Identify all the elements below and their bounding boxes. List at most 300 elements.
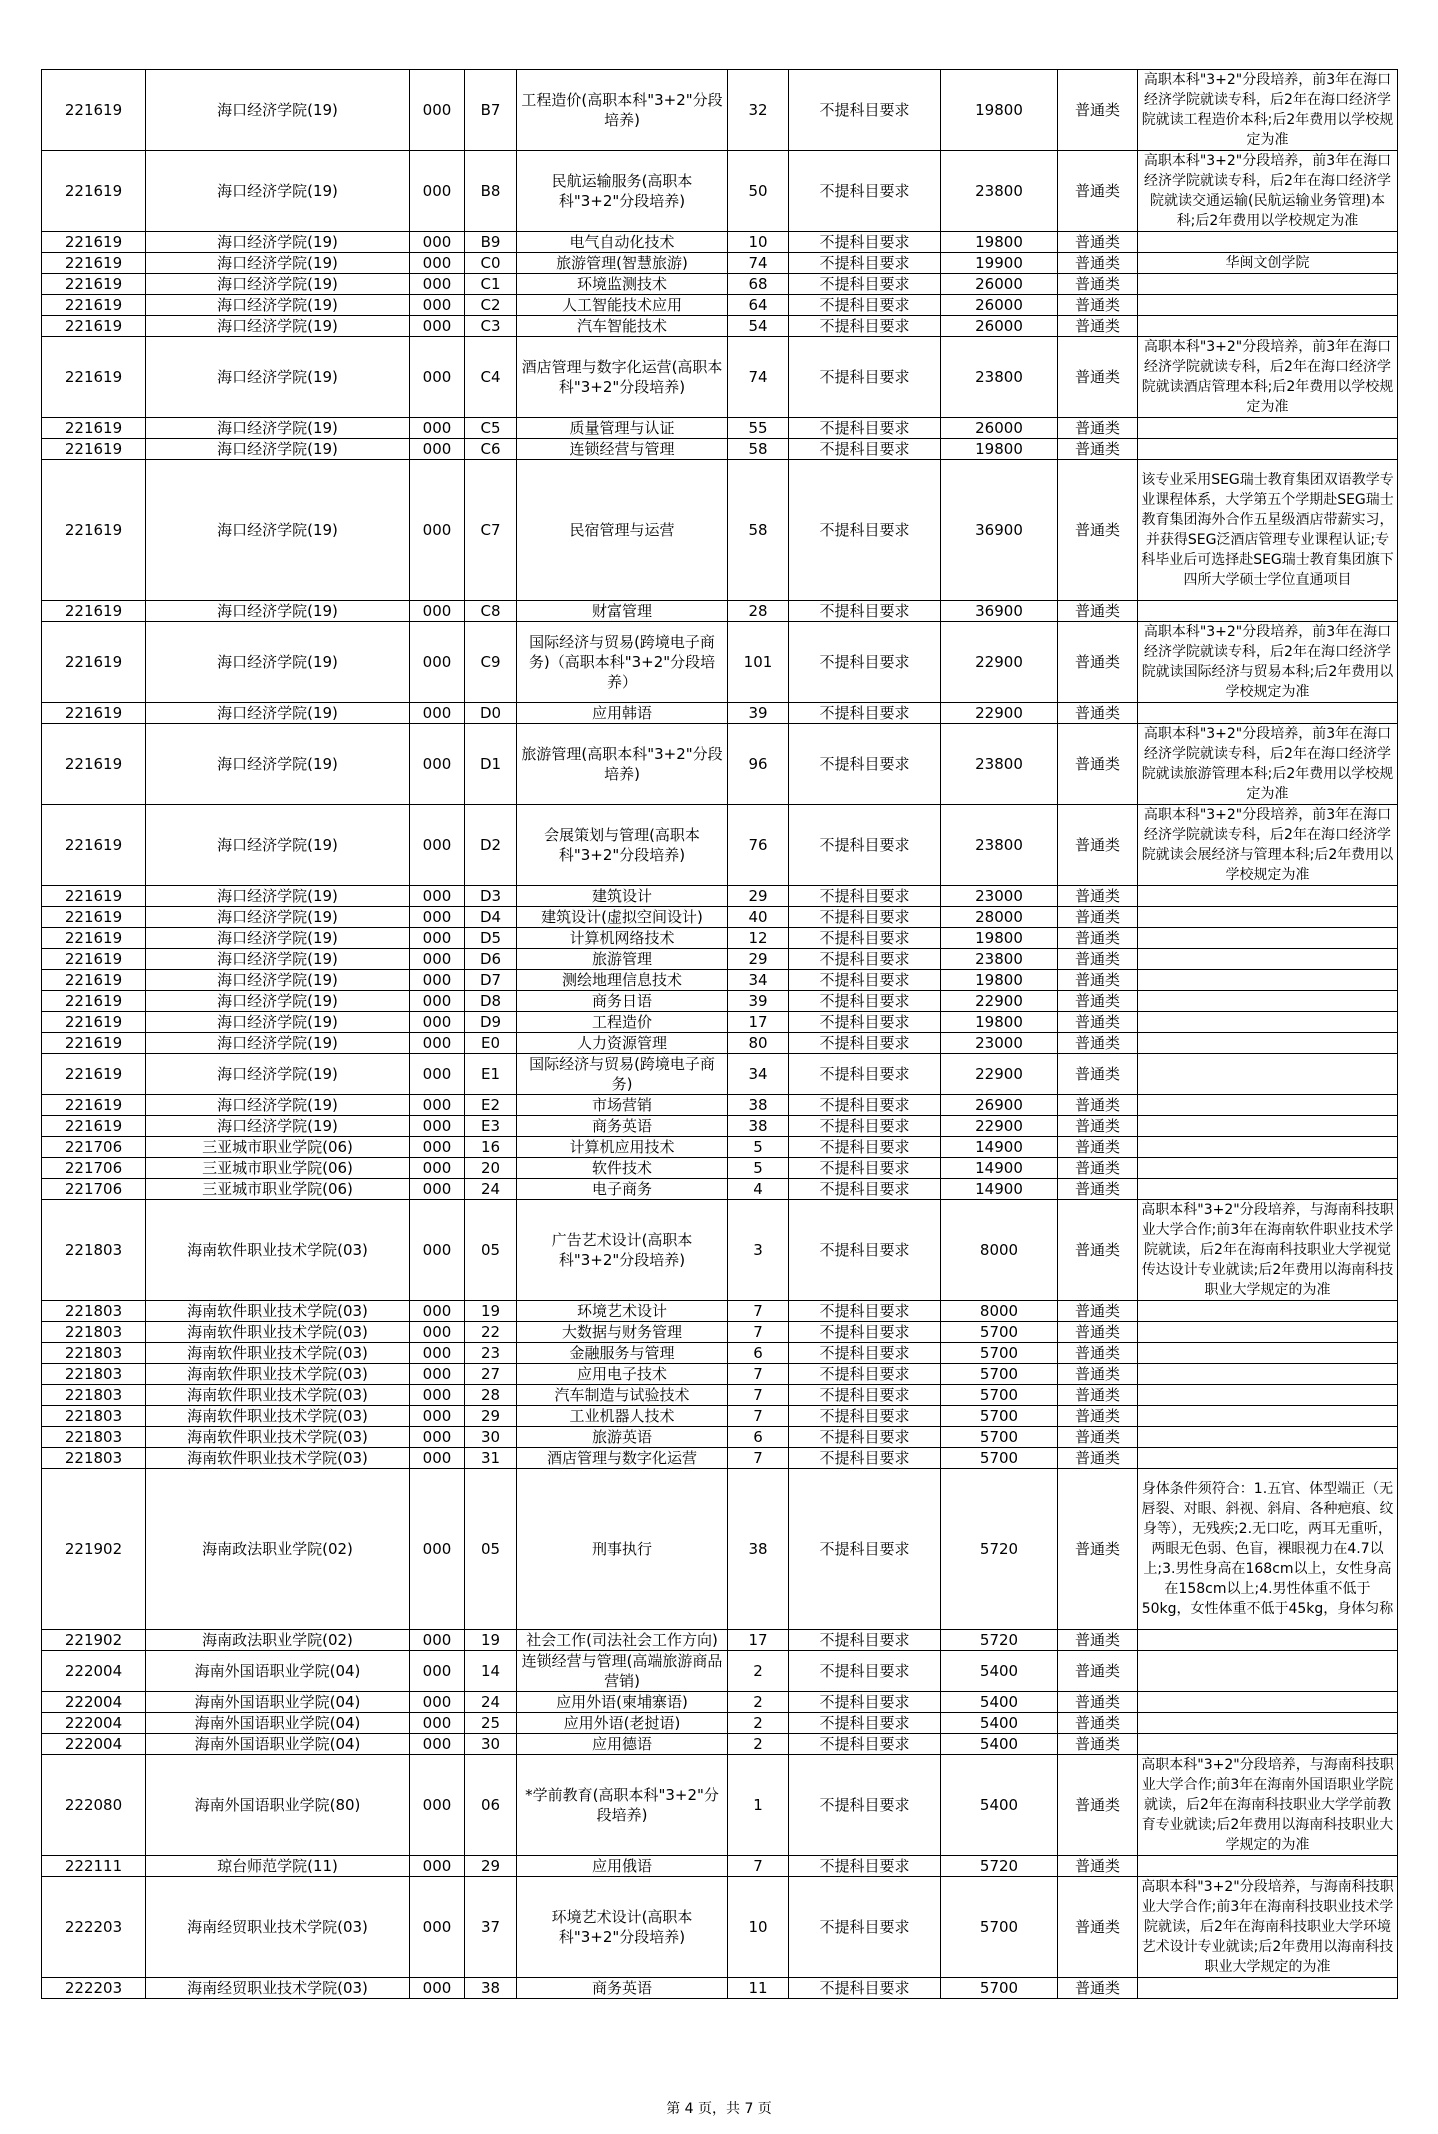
subject-requirement-cell: 不提科目要求 — [789, 1856, 941, 1877]
group-code-cell: 000 — [410, 1755, 465, 1856]
school-code-cell: 221619 — [42, 295, 146, 316]
table-row — [42, 1322, 1398, 1343]
table-row — [42, 1343, 1398, 1364]
category-cell: 普通类 — [1058, 1427, 1138, 1448]
subject-requirement-cell: 不提科目要求 — [789, 1200, 941, 1301]
subject-requirement-cell: 不提科目要求 — [789, 1322, 941, 1343]
subject-requirement-cell: 不提科目要求 — [789, 1734, 941, 1755]
subject-requirement-cell: 不提科目要求 — [789, 1095, 941, 1116]
note-cell — [1138, 1692, 1398, 1713]
tuition-cell: 36900 — [941, 601, 1058, 622]
major-name-cell: 应用德语 — [517, 1734, 728, 1755]
category-cell: 普通类 — [1058, 1734, 1138, 1755]
table-row — [42, 295, 1398, 316]
tuition-cell: 22900 — [941, 622, 1058, 703]
plan-count-cell: 38 — [728, 1116, 789, 1137]
subject-requirement-cell: 不提科目要求 — [789, 1713, 941, 1734]
note-cell: 该专业采用SEG瑞士教育集团双语教学专业课程体系，大学第五个学期赴SEG瑞士教育集团海外合作五星级酒店带薪实习，并获得SEG泛酒店管理专业课程认证;专科毕业后可选择赴SEG瑞士教育集团旗下四所大学硕士学位直通项目 — [1138, 460, 1398, 601]
group-code-cell: 000 — [410, 295, 465, 316]
plan-count-cell: 74 — [728, 337, 789, 418]
school-code-cell: 221619 — [42, 1095, 146, 1116]
note-cell: 高职本科"3+2"分段培养，前3年在海口经济学院就读专科，后2年在海口经济学院就读国际经济与贸易本科;后2年费用以学校规定为准 — [1138, 622, 1398, 703]
major-name-cell: 商务英语 — [517, 1978, 728, 1999]
table-row — [42, 253, 1398, 274]
category-cell: 普通类 — [1058, 1469, 1138, 1630]
tuition-cell: 14900 — [941, 1137, 1058, 1158]
school-code-cell: 221706 — [42, 1179, 146, 1200]
tuition-cell: 19900 — [941, 253, 1058, 274]
major-name-cell: 国际经济与贸易(跨境电子商务) — [517, 1054, 728, 1095]
school-code-cell: 221706 — [42, 1137, 146, 1158]
major-name-cell: 民航运输服务(高职本科"3+2"分段培养) — [517, 151, 728, 232]
major-code-cell: 28 — [465, 1385, 517, 1406]
plan-count-cell: 4 — [728, 1179, 789, 1200]
category-cell: 普通类 — [1058, 295, 1138, 316]
subject-requirement-cell: 不提科目要求 — [789, 907, 941, 928]
table-row — [42, 970, 1398, 991]
major-code-cell: 31 — [465, 1448, 517, 1469]
group-code-cell: 000 — [410, 1033, 465, 1054]
subject-requirement-cell: 不提科目要求 — [789, 1978, 941, 1999]
group-code-cell: 000 — [410, 724, 465, 805]
major-name-cell: 建筑设计 — [517, 886, 728, 907]
note-cell — [1138, 1651, 1398, 1692]
school-name-cell: 海口经济学院(19) — [146, 274, 410, 295]
plan-count-cell: 2 — [728, 1734, 789, 1755]
note-cell — [1138, 418, 1398, 439]
category-cell: 普通类 — [1058, 439, 1138, 460]
school-code-cell: 221803 — [42, 1301, 146, 1322]
note-cell — [1138, 970, 1398, 991]
major-code-cell: 19 — [465, 1630, 517, 1651]
plan-count-cell: 5 — [728, 1158, 789, 1179]
major-name-cell: 电气自动化技术 — [517, 232, 728, 253]
category-cell: 普通类 — [1058, 232, 1138, 253]
major-code-cell: D3 — [465, 886, 517, 907]
note-cell: 华闽文创学院 — [1138, 253, 1398, 274]
school-code-cell: 221619 — [42, 1054, 146, 1095]
major-code-cell: D0 — [465, 703, 517, 724]
major-name-cell: 环境艺术设计 — [517, 1301, 728, 1322]
school-name-cell: 琼台师范学院(11) — [146, 1856, 410, 1877]
note-cell — [1138, 601, 1398, 622]
group-code-cell: 000 — [410, 622, 465, 703]
subject-requirement-cell: 不提科目要求 — [789, 70, 941, 151]
subject-requirement-cell: 不提科目要求 — [789, 1630, 941, 1651]
plan-count-cell: 76 — [728, 805, 789, 886]
table-row — [42, 1179, 1398, 1200]
plan-count-cell: 7 — [728, 1364, 789, 1385]
category-cell: 普通类 — [1058, 1158, 1138, 1179]
plan-count-cell: 12 — [728, 928, 789, 949]
major-code-cell: C3 — [465, 316, 517, 337]
category-cell: 普通类 — [1058, 724, 1138, 805]
school-code-cell: 221706 — [42, 1158, 146, 1179]
subject-requirement-cell: 不提科目要求 — [789, 949, 941, 970]
tuition-cell: 19800 — [941, 232, 1058, 253]
major-code-cell: D4 — [465, 907, 517, 928]
school-code-cell: 221619 — [42, 622, 146, 703]
group-code-cell: 000 — [410, 1095, 465, 1116]
subject-requirement-cell: 不提科目要求 — [789, 1877, 941, 1978]
school-name-cell: 海口经济学院(19) — [146, 295, 410, 316]
school-name-cell: 海口经济学院(19) — [146, 703, 410, 724]
table-row — [42, 1630, 1398, 1651]
school-name-cell: 海口经济学院(19) — [146, 601, 410, 622]
school-name-cell: 海口经济学院(19) — [146, 1095, 410, 1116]
major-name-cell: 汽车制造与试验技术 — [517, 1385, 728, 1406]
school-code-cell: 221619 — [42, 991, 146, 1012]
plan-count-cell: 96 — [728, 724, 789, 805]
category-cell: 普通类 — [1058, 1651, 1138, 1692]
plan-count-cell: 1 — [728, 1755, 789, 1856]
group-code-cell: 000 — [410, 253, 465, 274]
school-code-cell: 221619 — [42, 928, 146, 949]
major-name-cell: 建筑设计(虚拟空间设计) — [517, 907, 728, 928]
note-cell — [1138, 1158, 1398, 1179]
school-name-cell: 海南软件职业技术学院(03) — [146, 1427, 410, 1448]
subject-requirement-cell: 不提科目要求 — [789, 805, 941, 886]
group-code-cell: 000 — [410, 1158, 465, 1179]
major-name-cell: 计算机应用技术 — [517, 1137, 728, 1158]
subject-requirement-cell: 不提科目要求 — [789, 1364, 941, 1385]
plan-count-cell: 32 — [728, 70, 789, 151]
category-cell: 普通类 — [1058, 418, 1138, 439]
note-cell — [1138, 274, 1398, 295]
group-code-cell: 000 — [410, 1651, 465, 1692]
major-name-cell: 旅游管理(高职本科"3+2"分段培养) — [517, 724, 728, 805]
school-name-cell: 海南外国语职业学院(04) — [146, 1692, 410, 1713]
school-code-cell: 221619 — [42, 601, 146, 622]
school-name-cell: 海口经济学院(19) — [146, 316, 410, 337]
school-name-cell: 海口经济学院(19) — [146, 460, 410, 601]
table-row — [42, 1755, 1398, 1856]
major-name-cell: 应用外语(柬埔寨语) — [517, 1692, 728, 1713]
school-name-cell: 海口经济学院(19) — [146, 1116, 410, 1137]
category-cell: 普通类 — [1058, 622, 1138, 703]
tuition-cell: 26000 — [941, 274, 1058, 295]
tuition-cell: 5720 — [941, 1630, 1058, 1651]
category-cell: 普通类 — [1058, 337, 1138, 418]
school-code-cell: 221619 — [42, 805, 146, 886]
school-code-cell: 221619 — [42, 1033, 146, 1054]
note-cell — [1138, 907, 1398, 928]
major-code-cell: C4 — [465, 337, 517, 418]
tuition-cell: 19800 — [941, 970, 1058, 991]
major-code-cell: 24 — [465, 1179, 517, 1200]
school-code-cell: 221619 — [42, 418, 146, 439]
school-name-cell: 海口经济学院(19) — [146, 1054, 410, 1095]
school-name-cell: 海口经济学院(19) — [146, 232, 410, 253]
school-name-cell: 海南软件职业技术学院(03) — [146, 1343, 410, 1364]
plan-count-cell: 10 — [728, 232, 789, 253]
school-code-cell: 221619 — [42, 316, 146, 337]
category-cell: 普通类 — [1058, 970, 1138, 991]
major-name-cell: 人力资源管理 — [517, 1033, 728, 1054]
table-row — [42, 1734, 1398, 1755]
major-name-cell: 应用电子技术 — [517, 1364, 728, 1385]
school-name-cell: 海口经济学院(19) — [146, 337, 410, 418]
tuition-cell: 5400 — [941, 1651, 1058, 1692]
school-code-cell: 221803 — [42, 1427, 146, 1448]
school-name-cell: 海口经济学院(19) — [146, 253, 410, 274]
category-cell: 普通类 — [1058, 991, 1138, 1012]
major-code-cell: D7 — [465, 970, 517, 991]
major-name-cell: 旅游管理 — [517, 949, 728, 970]
plan-count-cell: 58 — [728, 460, 789, 601]
table-row — [42, 991, 1398, 1012]
tuition-cell: 5700 — [941, 1364, 1058, 1385]
major-code-cell: B8 — [465, 151, 517, 232]
category-cell: 普通类 — [1058, 949, 1138, 970]
note-cell — [1138, 886, 1398, 907]
category-cell: 普通类 — [1058, 1054, 1138, 1095]
school-name-cell: 海口经济学院(19) — [146, 439, 410, 460]
category-cell: 普通类 — [1058, 1448, 1138, 1469]
school-code-cell: 221803 — [42, 1385, 146, 1406]
note-cell — [1138, 1427, 1398, 1448]
school-code-cell: 222004 — [42, 1734, 146, 1755]
major-code-cell: 06 — [465, 1755, 517, 1856]
tuition-cell: 19800 — [941, 1012, 1058, 1033]
subject-requirement-cell: 不提科目要求 — [789, 1469, 941, 1630]
tuition-cell: 14900 — [941, 1158, 1058, 1179]
note-cell — [1138, 1856, 1398, 1877]
plan-count-cell: 40 — [728, 907, 789, 928]
plan-count-cell: 28 — [728, 601, 789, 622]
table-row — [42, 1978, 1398, 1999]
table-row — [42, 1469, 1398, 1630]
category-cell: 普通类 — [1058, 928, 1138, 949]
group-code-cell: 000 — [410, 1406, 465, 1427]
major-name-cell: 工程造价(高职本科"3+2"分段培养) — [517, 70, 728, 151]
major-code-cell: D9 — [465, 1012, 517, 1033]
group-code-cell: 000 — [410, 1179, 465, 1200]
tuition-cell: 5400 — [941, 1713, 1058, 1734]
note-cell — [1138, 928, 1398, 949]
category-cell: 普通类 — [1058, 1877, 1138, 1978]
major-name-cell: 旅游英语 — [517, 1427, 728, 1448]
category-cell: 普通类 — [1058, 601, 1138, 622]
subject-requirement-cell: 不提科目要求 — [789, 232, 941, 253]
school-code-cell: 222004 — [42, 1713, 146, 1734]
group-code-cell: 000 — [410, 1713, 465, 1734]
category-cell: 普通类 — [1058, 703, 1138, 724]
school-code-cell: 222004 — [42, 1692, 146, 1713]
major-name-cell: 酒店管理与数字化运营(高职本科"3+2"分段培养) — [517, 337, 728, 418]
tuition-cell: 8000 — [941, 1301, 1058, 1322]
plan-count-cell: 29 — [728, 949, 789, 970]
table-row — [42, 886, 1398, 907]
table-row — [42, 1158, 1398, 1179]
school-code-cell: 222080 — [42, 1755, 146, 1856]
group-code-cell: 000 — [410, 1630, 465, 1651]
group-code-cell: 000 — [410, 337, 465, 418]
subject-requirement-cell: 不提科目要求 — [789, 295, 941, 316]
table-row — [42, 805, 1398, 886]
major-name-cell: 旅游管理(智慧旅游) — [517, 253, 728, 274]
group-code-cell: 000 — [410, 991, 465, 1012]
table-row — [42, 151, 1398, 232]
plan-count-cell: 10 — [728, 1877, 789, 1978]
group-code-cell: 000 — [410, 1734, 465, 1755]
category-cell: 普通类 — [1058, 1385, 1138, 1406]
subject-requirement-cell: 不提科目要求 — [789, 601, 941, 622]
school-name-cell: 海口经济学院(19) — [146, 886, 410, 907]
school-code-cell: 222004 — [42, 1651, 146, 1692]
plan-count-cell: 6 — [728, 1343, 789, 1364]
major-code-cell: 38 — [465, 1978, 517, 1999]
plan-count-cell: 2 — [728, 1651, 789, 1692]
school-code-cell: 222111 — [42, 1856, 146, 1877]
school-name-cell: 海南软件职业技术学院(03) — [146, 1322, 410, 1343]
table-row — [42, 460, 1398, 601]
note-cell — [1138, 1406, 1398, 1427]
school-code-cell: 221803 — [42, 1448, 146, 1469]
school-code-cell: 221619 — [42, 70, 146, 151]
subject-requirement-cell: 不提科目要求 — [789, 1179, 941, 1200]
major-name-cell: 商务英语 — [517, 1116, 728, 1137]
note-cell — [1138, 1054, 1398, 1095]
major-code-cell: D8 — [465, 991, 517, 1012]
group-code-cell: 000 — [410, 460, 465, 601]
subject-requirement-cell: 不提科目要求 — [789, 1385, 941, 1406]
tuition-cell: 23800 — [941, 805, 1058, 886]
subject-requirement-cell: 不提科目要求 — [789, 439, 941, 460]
note-cell — [1138, 1630, 1398, 1651]
plan-count-cell: 38 — [728, 1095, 789, 1116]
subject-requirement-cell: 不提科目要求 — [789, 1692, 941, 1713]
plan-count-cell: 2 — [728, 1713, 789, 1734]
group-code-cell: 000 — [410, 1978, 465, 1999]
major-code-cell: B9 — [465, 232, 517, 253]
subject-requirement-cell: 不提科目要求 — [789, 460, 941, 601]
school-name-cell: 海口经济学院(19) — [146, 907, 410, 928]
category-cell: 普通类 — [1058, 274, 1138, 295]
note-cell — [1138, 1012, 1398, 1033]
subject-requirement-cell: 不提科目要求 — [789, 1137, 941, 1158]
table-row — [42, 439, 1398, 460]
plan-count-cell: 34 — [728, 970, 789, 991]
subject-requirement-cell: 不提科目要求 — [789, 886, 941, 907]
tuition-cell: 26900 — [941, 1095, 1058, 1116]
category-cell: 普通类 — [1058, 805, 1138, 886]
major-code-cell: C2 — [465, 295, 517, 316]
subject-requirement-cell: 不提科目要求 — [789, 337, 941, 418]
group-code-cell: 000 — [410, 1301, 465, 1322]
plan-count-cell: 29 — [728, 886, 789, 907]
table-row — [42, 1033, 1398, 1054]
category-cell: 普通类 — [1058, 1692, 1138, 1713]
tuition-cell: 5700 — [941, 1322, 1058, 1343]
major-code-cell: C0 — [465, 253, 517, 274]
school-code-cell: 221619 — [42, 460, 146, 601]
note-cell — [1138, 1978, 1398, 1999]
school-code-cell: 221619 — [42, 1116, 146, 1137]
school-code-cell: 221619 — [42, 337, 146, 418]
major-name-cell: 人工智能技术应用 — [517, 295, 728, 316]
major-name-cell: 商务日语 — [517, 991, 728, 1012]
group-code-cell: 000 — [410, 1364, 465, 1385]
category-cell: 普通类 — [1058, 1179, 1138, 1200]
subject-requirement-cell: 不提科目要求 — [789, 1427, 941, 1448]
table-row — [42, 1692, 1398, 1713]
major-code-cell: 30 — [465, 1427, 517, 1448]
tuition-cell: 5400 — [941, 1692, 1058, 1713]
note-cell — [1138, 991, 1398, 1012]
tuition-cell: 28000 — [941, 907, 1058, 928]
group-code-cell: 000 — [410, 1692, 465, 1713]
major-name-cell: 刑事执行 — [517, 1469, 728, 1630]
category-cell: 普通类 — [1058, 1630, 1138, 1651]
group-code-cell: 000 — [410, 274, 465, 295]
category-cell: 普通类 — [1058, 70, 1138, 151]
school-name-cell: 海口经济学院(19) — [146, 928, 410, 949]
tuition-cell: 19800 — [941, 928, 1058, 949]
note-cell — [1138, 1137, 1398, 1158]
major-code-cell: 29 — [465, 1856, 517, 1877]
major-code-cell: 14 — [465, 1651, 517, 1692]
note-cell — [1138, 1095, 1398, 1116]
major-code-cell: E2 — [465, 1095, 517, 1116]
major-code-cell: C8 — [465, 601, 517, 622]
school-name-cell: 海口经济学院(19) — [146, 418, 410, 439]
plan-count-cell: 58 — [728, 439, 789, 460]
plan-count-cell: 11 — [728, 1978, 789, 1999]
major-code-cell: 16 — [465, 1137, 517, 1158]
group-code-cell: 000 — [410, 418, 465, 439]
subject-requirement-cell: 不提科目要求 — [789, 274, 941, 295]
subject-requirement-cell: 不提科目要求 — [789, 1651, 941, 1692]
major-code-cell: 20 — [465, 1158, 517, 1179]
note-cell: 高职本科"3+2"分段培养，与海南科技职业大学合作;前3年在海南科技职业技术学院就读，后2年在海南科技职业大学环境艺术设计专业就读;后2年费用以海南科技职业大学规定的为准 — [1138, 1877, 1398, 1978]
major-name-cell: 环境监测技术 — [517, 274, 728, 295]
note-cell — [1138, 1448, 1398, 1469]
major-name-cell: 广告艺术设计(高职本科"3+2"分段培养) — [517, 1200, 728, 1301]
school-name-cell: 海口经济学院(19) — [146, 622, 410, 703]
group-code-cell: 000 — [410, 1137, 465, 1158]
plan-count-cell: 7 — [728, 1856, 789, 1877]
major-name-cell: 会展策划与管理(高职本科"3+2"分段培养) — [517, 805, 728, 886]
enrollment-plan-table — [41, 69, 1398, 1999]
tuition-cell: 23800 — [941, 949, 1058, 970]
plan-count-cell: 101 — [728, 622, 789, 703]
tuition-cell: 5720 — [941, 1469, 1058, 1630]
school-name-cell: 海南外国语职业学院(04) — [146, 1713, 410, 1734]
note-cell — [1138, 1116, 1398, 1137]
subject-requirement-cell: 不提科目要求 — [789, 316, 941, 337]
school-name-cell: 海口经济学院(19) — [146, 70, 410, 151]
group-code-cell: 000 — [410, 949, 465, 970]
major-name-cell: 民宿管理与运营 — [517, 460, 728, 601]
school-code-cell: 221619 — [42, 703, 146, 724]
major-name-cell: 国际经济与贸易(跨境电子商务)（高职本科"3+2"分段培养） — [517, 622, 728, 703]
plan-count-cell: 55 — [728, 418, 789, 439]
group-code-cell: 000 — [410, 1469, 465, 1630]
school-code-cell: 221803 — [42, 1364, 146, 1385]
plan-count-cell: 7 — [728, 1301, 789, 1322]
plan-count-cell: 80 — [728, 1033, 789, 1054]
note-cell: 高职本科"3+2"分段培养，与海南科技职业大学合作;前3年在海南外国语职业学院就读，后2年在海南科技职业大学学前教育专业就读;后2年费用以海南科技职业大学规定的为准 — [1138, 1755, 1398, 1856]
tuition-cell: 22900 — [941, 991, 1058, 1012]
category-cell: 普通类 — [1058, 253, 1138, 274]
major-name-cell: 应用韩语 — [517, 703, 728, 724]
subject-requirement-cell: 不提科目要求 — [789, 1343, 941, 1364]
tuition-cell: 8000 — [941, 1200, 1058, 1301]
major-code-cell: C7 — [465, 460, 517, 601]
school-code-cell: 221803 — [42, 1343, 146, 1364]
tuition-cell: 23800 — [941, 724, 1058, 805]
